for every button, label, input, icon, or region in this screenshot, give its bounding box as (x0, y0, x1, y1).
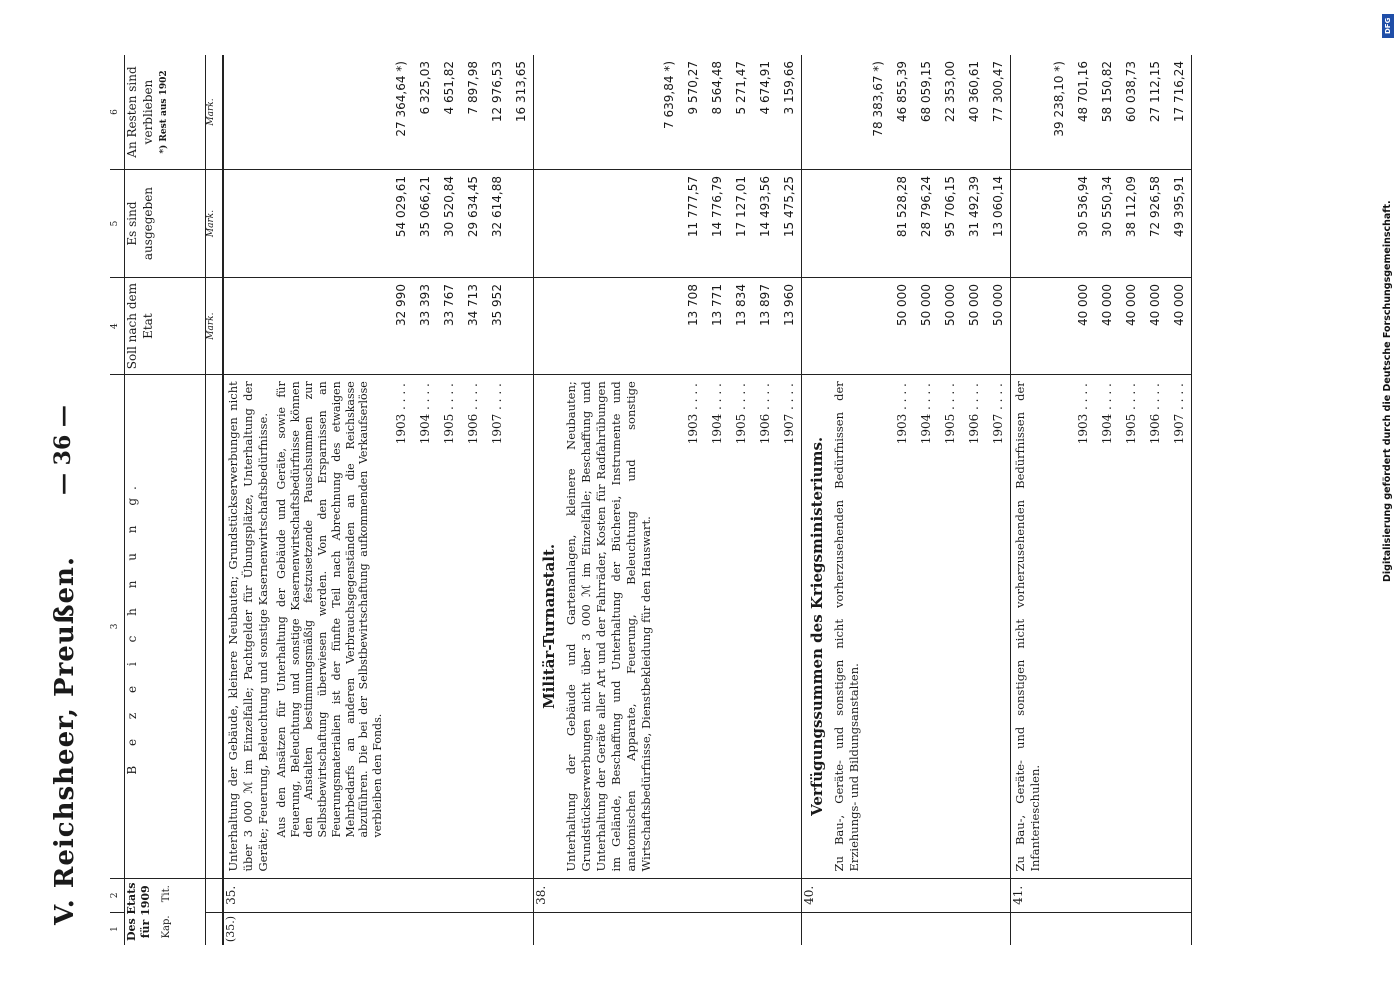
rest-column (533, 55, 802, 170)
soll-value: 34 713 (465, 284, 480, 327)
year-label: 1903 . . . . (686, 383, 701, 445)
ausgegeben-value: 95 706,15 (943, 176, 958, 238)
rest-value: 5 271,47 (734, 61, 749, 115)
year-label: 1906 . . . . (465, 383, 480, 445)
soll-column (223, 278, 533, 375)
rest-value: 58 150,82 (1100, 61, 1115, 123)
rest-value: 27 112,15 (1148, 61, 1163, 123)
soll-value: 32 990 (393, 284, 408, 327)
unit-soll: Mark. (206, 278, 224, 375)
soll-value: 13 708 (686, 284, 701, 327)
rest-value: 48 701,16 (1076, 61, 1091, 123)
ausgegeben-value (1047, 170, 1071, 277)
kap-cell: (35.) (223, 913, 533, 945)
soll-value: 33 767 (441, 284, 456, 327)
ausgegeben-column (802, 170, 1011, 278)
ausgegeben-value: 31 492,39 (967, 176, 982, 238)
ausgegeben-value (509, 170, 533, 277)
section-text: Unterhaltung der Gebäude, kleinere Neubauten; Grundstückserwerbungen nicht über 3 000 ℳ im Einzelfalle; Pachtgelder für Übungsplätze, Unterhaltung der Geräte; Feuerung, Beleuchtung und sonstige Kasernenwirtschaftsbedürfnisse. (226, 381, 270, 872)
year-label: 1906 . . . . (1148, 383, 1163, 445)
year-label: 1904 . . . . (1100, 383, 1115, 445)
soll-value: 50 000 (943, 284, 958, 327)
col-num-4: 4 (110, 278, 125, 375)
year-label: 1905 . . . . (441, 383, 456, 445)
soll-value: 50 000 (967, 284, 982, 327)
bezeichnung-cell (533, 375, 802, 878)
rest-value: 27 364,64 *) (393, 61, 408, 137)
budget-table (110, 55, 1192, 945)
bezeichnung-cell (802, 375, 1011, 878)
soll-value (1047, 278, 1071, 374)
rest-value: 17 716,24 (1172, 61, 1187, 123)
soll-column (533, 278, 802, 375)
rest-value: 46 855,39 (895, 61, 910, 123)
ausgegeben-value: 28 796,24 (919, 176, 934, 238)
ausgegeben-value: 35 066,21 (417, 176, 432, 238)
tit-cell: 41. (1011, 878, 1192, 913)
year-label: 1905 . . . . (943, 383, 958, 445)
rest-value: 39 238,10 *) (1052, 61, 1067, 137)
rest-column (1011, 55, 1192, 170)
ausgegeben-value (657, 170, 681, 277)
rest-value: 6 325,03 (417, 61, 432, 115)
rest-value: 40 360,61 (967, 61, 982, 123)
header-row (125, 55, 206, 945)
soll-value (509, 278, 533, 374)
resten-title: An Resten sind verblieben (125, 66, 155, 158)
soll-value: 50 000 (919, 284, 934, 327)
dfg-logo: DFG (1382, 14, 1394, 38)
rest-value: 78 383,67 *) (871, 61, 886, 137)
ausgegeben-column (223, 170, 533, 278)
ausgegeben-value: 38 112,09 (1124, 176, 1139, 238)
rest-value: 68 059,15 (919, 61, 934, 123)
resten-header (125, 55, 206, 170)
table-body (223, 55, 1192, 945)
soll-value: 40 000 (1172, 284, 1187, 327)
rest-value: 3 159,66 (782, 61, 797, 115)
section-title: Verfügungssummen des Kriegsministeriums. (808, 436, 827, 816)
ausgegeben-value: 17 127,01 (734, 176, 749, 238)
soll-value: 50 000 (895, 284, 910, 327)
col-num-1: 1 (110, 913, 125, 945)
ausgegeben-column (1011, 170, 1192, 278)
rest-value: 22 353,00 (943, 61, 958, 123)
col-num-5: 5 (110, 170, 125, 278)
bezeichnung-cell (223, 375, 533, 878)
soll-value: 13 897 (758, 284, 773, 327)
table-row (802, 55, 1011, 945)
ausgegeben-value: 32 614,88 (489, 176, 504, 238)
rest-value: 8 564,48 (710, 61, 725, 115)
ausgegeben-value: 14 493,56 (758, 176, 773, 238)
year-label (657, 375, 681, 877)
ausgegeben-value: 54 029,61 (393, 176, 408, 238)
soll-value: 40 000 (1100, 284, 1115, 327)
year-label: 1904 . . . . (417, 383, 432, 445)
year-label: 1907 . . . . (991, 383, 1006, 445)
tit-cell: 38. (533, 878, 802, 913)
year-label: 1903 . . . . (393, 383, 408, 445)
tit-cell: 40. (802, 878, 1011, 913)
col-num-6: 6 (110, 55, 125, 170)
section-subtext: Aus den Ansätzen für Unterhaltung der Gebäude und Geräte, sowie für Feuerung, Beleuchtung und sonstige Kasernenwirtschaftsbedürfnisse können den Anstalten bestimmungsmäßig festzusetzende Pauschsummen zur Selbstbewirtschaftung überwiesen werden. Von den Ersparnissen an Feuerungsmaterialien ist der fünfte Teil nach Abrechnung des etwaigen Mehrbedarfs an anderen Verbrauchsgegenständen an die Reichskasse abzuführen. Die bei der Selbstbewirtschaftung aufkommenden Verkaufserlöse verbleiben den Fonds. (274, 381, 385, 838)
col-num-3: 3 (110, 375, 125, 878)
ausgegeben-value: 13 060,14 (991, 176, 1006, 238)
year-label: 1907 . . . . (782, 383, 797, 445)
col-num-2: 2 (110, 878, 125, 913)
rest-value: 4 651,82 (441, 61, 456, 115)
rest-value: 77 300,47 (991, 61, 1006, 123)
ausgegeben-column (533, 170, 802, 278)
section-text: Zu Bau-, Geräte- und sonstigen nicht vorherzusehenden Bedürfnissen der Infanterieschulen. (1013, 381, 1043, 872)
kap-cell (802, 913, 1011, 945)
soll-value (657, 278, 681, 374)
etat-header (125, 878, 206, 945)
section-text: Unterhaltung der Gebäude und Gartenanlagen, kleinere Neubauten; Grundstückserwerbungen nicht über 3 000 ℳ im Einzelfalle; Beschaffung und Unterhaltung der Geräte aller Art und der Fahrräder, Kosten für Radfahrübungen im Gelände, Beschaffung und Unterhaltung der Bücherei, Instrumente und anatomischen Apparate, Feuerung, Beleuchtung und sonstige Wirtschaftsbedürfnisse, Dienstbekleidung für den Hauswart. (563, 381, 653, 872)
year-label (509, 375, 533, 877)
unit-resten: Mark. (206, 55, 224, 170)
year-label: 1905 . . . . (734, 383, 749, 445)
rest-value: 7 639,84 *) (662, 61, 677, 129)
year-label: 1906 . . . . (967, 383, 982, 445)
soll-value: 50 000 (991, 284, 1006, 327)
ausgegeben-value: 30 550,34 (1100, 176, 1115, 238)
section-text: Zu Bau-, Geräte- und sonstigen nicht vorherzusehenden Bedürfnissen der Erziehungs- und Bildungsanstalten. (832, 381, 862, 872)
rotated-page (10, 15, 1390, 975)
ausgegeben-value: 72 926,58 (1148, 176, 1163, 238)
rest-value: 4 674,91 (758, 61, 773, 115)
rest-column (802, 55, 1011, 170)
soll-value: 13 834 (734, 284, 749, 327)
kap-label: Kap. (160, 915, 172, 939)
kap-cell (533, 913, 802, 945)
rest-value: 12 976,53 (489, 61, 504, 123)
ausgegeben-value: 30 520,84 (441, 176, 456, 238)
year-label (866, 375, 890, 877)
year-label (1047, 375, 1071, 877)
etat-title: Des Etats für 1909 (125, 882, 153, 941)
soll-value: 40 000 (1148, 284, 1163, 327)
soll-value: 13 960 (782, 284, 797, 327)
ausgegeben-value: 81 528,28 (895, 176, 910, 238)
year-label: 1907 . . . . (1172, 383, 1187, 445)
rest-value: 7 897,98 (465, 61, 480, 115)
column-number-row (110, 55, 125, 945)
soll-value: 33 393 (417, 284, 432, 327)
soll-value: 40 000 (1076, 284, 1091, 327)
rest-column (223, 55, 533, 170)
soll-column (1011, 278, 1192, 375)
year-label: 1903 . . . . (895, 383, 910, 445)
table-row (223, 55, 533, 945)
unit-ausgegeben: Mark. (206, 170, 224, 278)
ausgegeben-value: 14 776,79 (710, 176, 725, 238)
ausgegeben-value: 49 395,91 (1172, 176, 1187, 238)
bezeichnung-cell (1011, 375, 1192, 878)
table-row (1011, 55, 1192, 945)
digitization-note: Digitalisierung gefördert durch die Deutsche Forschungsgemeinschaft. (1382, 200, 1393, 582)
table-row (533, 55, 802, 945)
ausgegeben-value: 15 475,25 (782, 176, 797, 238)
year-label: 1903 . . . . (1076, 383, 1091, 445)
soll-value (866, 278, 890, 374)
rest-value: 60 038,73 (1124, 61, 1139, 123)
soll-header: Soll nach dem Etat (125, 278, 206, 375)
soll-column (802, 278, 1011, 375)
bezeichnung-header: B e z e i c h n u n g. (125, 375, 206, 878)
page-number: — 36 — (50, 405, 76, 495)
year-label: 1904 . . . . (710, 383, 725, 445)
soll-value: 35 952 (489, 284, 504, 327)
ausgegeben-value (866, 170, 890, 277)
running-title: V. Reichsheer, Preußen. (50, 556, 80, 925)
tit-cell: 35. (223, 878, 533, 913)
rest-value: 9 570,27 (686, 61, 701, 115)
section-title: Militär-Turnanstalt. (539, 543, 558, 709)
ausgegeben-value: 29 634,45 (465, 176, 480, 238)
unit-row (206, 55, 224, 945)
year-label: 1905 . . . . (1124, 383, 1139, 445)
soll-value: 13 771 (710, 284, 725, 327)
tit-label: Tit. (160, 885, 172, 903)
soll-value: 40 000 (1124, 284, 1139, 327)
rest-value: 16 313,65 (513, 61, 528, 123)
ausgegeben-value: 11 777,57 (686, 176, 701, 238)
year-label: 1906 . . . . (758, 383, 773, 445)
kap-cell (1011, 913, 1192, 945)
year-label: 1907 . . . . (489, 383, 504, 445)
ausgegeben-value: 30 536,94 (1076, 176, 1091, 238)
year-label: 1904 . . . . (919, 383, 934, 445)
ausgegeben-header: Es sind ausgegeben (125, 170, 206, 278)
resten-note: *) Rest aus 1902 (159, 70, 170, 154)
